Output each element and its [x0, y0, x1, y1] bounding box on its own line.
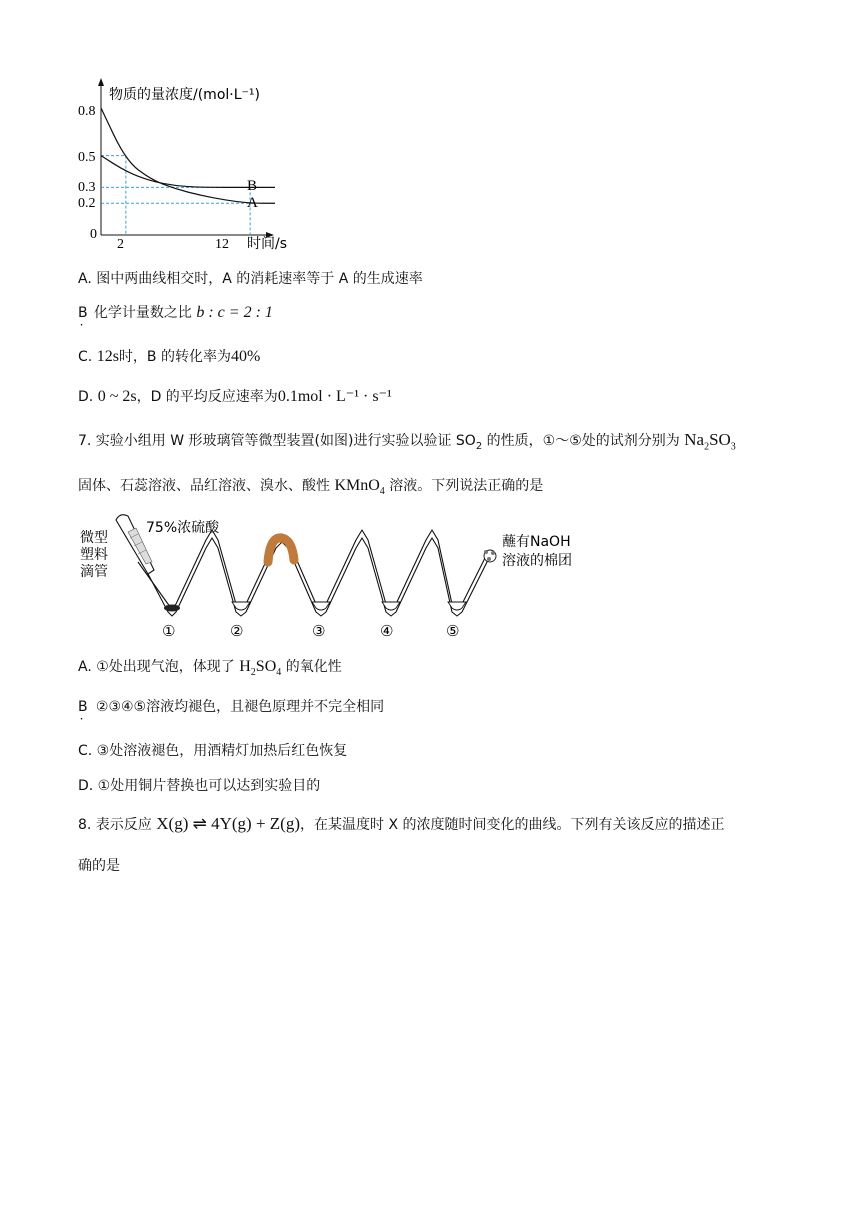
- y-tick-label: 0.2: [78, 196, 96, 211]
- reagent-formula: [334, 477, 385, 498]
- acid-label: 75%浓硫酸: [146, 520, 220, 536]
- formula-part: SO: [255, 658, 277, 675]
- option-text: ，D 的平均反应速率为: [136, 389, 278, 405]
- dropper-label: 滴管: [80, 564, 108, 580]
- time-range: 0 ~ 2s: [97, 388, 137, 405]
- option-dot: ·: [79, 318, 84, 332]
- stem-text: 溶液。下列说法正确的是: [384, 478, 544, 494]
- y-tick-label: 0.3: [78, 180, 96, 195]
- subscript: 4: [276, 667, 282, 679]
- option-text: ②③④⑤溶液均褪色，且褪色原理并不完全相同: [95, 699, 385, 715]
- reagent-formula: [684, 430, 736, 453]
- y-tick-label: 0.8: [78, 104, 96, 119]
- position-5: ⑤: [446, 622, 460, 640]
- cotton-label: 溶液的棉团: [502, 553, 572, 569]
- q8-stem-line2: [78, 855, 120, 875]
- acid-formula: [239, 658, 282, 679]
- option-text: 时，B 的转化率为: [118, 349, 231, 365]
- option-letter: B: [78, 699, 88, 715]
- y-tick-label: 0.5: [78, 150, 96, 165]
- option-dot: ·: [79, 712, 84, 726]
- rubber-connector: [268, 538, 294, 562]
- y-axis-label: 物质的量浓度/(mol·L⁻¹): [109, 87, 260, 103]
- q6-option-b[interactable]: [78, 302, 273, 332]
- subscript: 2: [475, 440, 483, 452]
- option-text: A. 图中两曲线相交时，A 的消耗速率等于 A 的生成速率: [78, 271, 423, 287]
- x-tick-label: 2: [117, 237, 124, 252]
- y-axis-arrow: [98, 78, 104, 86]
- q7-option-d[interactable]: [78, 775, 320, 795]
- x-tick-label: 12: [215, 237, 229, 252]
- q6-option-d[interactable]: [78, 386, 392, 406]
- stem-text: 确的是: [78, 858, 120, 874]
- reaction-equation: X(g) ⇌ 4Y(g) + Z(g): [156, 814, 301, 833]
- q8-stem-line1: [78, 814, 725, 834]
- q6-option-a[interactable]: [78, 268, 423, 288]
- position-1: ①: [162, 622, 176, 640]
- y-tick-label: 0: [90, 227, 97, 242]
- position-3: ③: [312, 622, 326, 640]
- subscript: 4: [379, 486, 385, 498]
- formula-part: KMnO: [334, 477, 380, 494]
- option-letter: B: [78, 305, 88, 321]
- option-text: C. ③处溶液褪色，用酒精灯加热后红色恢复: [78, 743, 348, 759]
- position-2: ②: [230, 622, 244, 640]
- subscript: 3: [730, 441, 736, 453]
- option-letter: D.: [78, 389, 94, 405]
- dropper-label: 微型: [80, 530, 108, 546]
- ratio-expression: b : c = 2 : 1: [196, 304, 273, 321]
- cotton-label: 蘸有NaOH: [502, 534, 571, 550]
- curve-label-a: A: [247, 195, 258, 211]
- guide-lines: [101, 156, 250, 235]
- formula-part: H: [239, 658, 251, 675]
- curve-label-b: B: [247, 178, 258, 194]
- q6-option-c[interactable]: [78, 346, 260, 366]
- option-text: 的氧化性: [281, 659, 342, 675]
- w-tube-apparatus: [76, 508, 596, 640]
- q7-option-a[interactable]: [78, 656, 342, 678]
- q7-option-c[interactable]: [78, 740, 347, 760]
- subscript: 2: [250, 667, 256, 679]
- position-4: ④: [380, 622, 394, 640]
- option-letter: C.: [78, 349, 93, 365]
- subscript: 2: [704, 441, 710, 453]
- stem-text: ，在某温度时 X 的浓度随时间变化的曲线。下列有关该反应的描述正: [300, 817, 725, 833]
- option-text: 化学计量数之比: [93, 305, 192, 321]
- stem-text: 7. 实验小组用 W 形玻璃管等微型装置(如图)进行实验以验证 SO: [78, 433, 476, 449]
- concentration-time-chart: [60, 72, 320, 257]
- q7-stem-line1: [78, 430, 736, 452]
- q7-stem-line2: [78, 475, 543, 497]
- x-axis-label: 时间/s: [247, 236, 288, 252]
- time-value: 12s: [96, 348, 119, 365]
- formula-part: SO: [709, 430, 731, 449]
- sodium-sulfite-solid: [164, 605, 180, 612]
- conversion-value: 40%: [230, 348, 261, 365]
- dropper-label: 塑料: [80, 547, 108, 563]
- stem-text: 8. 表示反应: [78, 817, 157, 833]
- option-text: A. ①处出现气泡，体现了: [78, 659, 240, 675]
- stem-text: 固体、石蕊溶液、品红溶液、溴水、酸性: [78, 478, 335, 494]
- formula-part: Na: [684, 430, 705, 449]
- option-text: D. ①处用铜片替换也可以达到实验目的: [78, 778, 321, 794]
- glass-tube-wall-outer: [138, 530, 488, 608]
- q7-option-b[interactable]: [78, 696, 385, 726]
- cotton-ball-icon: [484, 550, 496, 562]
- rate-value: 0.1mol · L⁻¹ · s⁻¹: [277, 388, 392, 405]
- stem-text: 的性质，①～⑤处的试剂分别为: [482, 433, 685, 449]
